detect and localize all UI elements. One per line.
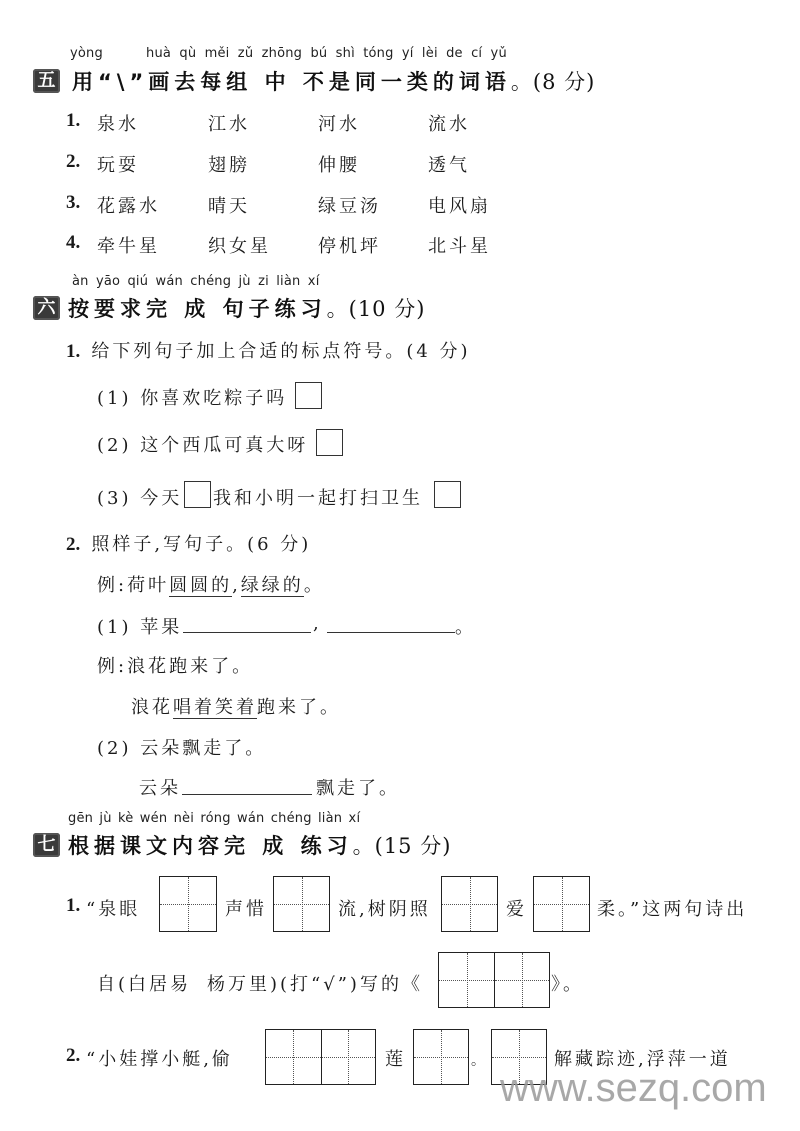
word-row-4 <box>66 232 80 254</box>
section6-title-text: 按要求完 成 句子练习 <box>68 297 327 321</box>
item-label: (1) <box>97 388 132 409</box>
punct-item-1 <box>97 384 287 410</box>
section5-number-icon: 五 <box>33 69 60 93</box>
section6-q1 <box>66 337 471 363</box>
section6-number-icon: 六 <box>33 296 60 320</box>
title-grid-box[interactable] <box>438 952 550 1008</box>
example-text: 浪花 <box>131 697 173 718</box>
word[interactable]: 绿豆汤 <box>318 196 381 217</box>
question-number: 1. <box>66 341 81 362</box>
section7-q2 <box>66 1045 80 1067</box>
title-close: 》。 <box>551 974 584 995</box>
item-text: 我和小明一起打扫卫生 <box>213 488 423 509</box>
example-1 <box>97 571 325 597</box>
watermark: www.sezq.com <box>500 1066 767 1110</box>
item-text: 今天 <box>140 488 183 509</box>
char-grid-box[interactable] <box>159 876 217 932</box>
punctuation-answer-box[interactable] <box>184 481 211 508</box>
word-row-3 <box>66 192 80 214</box>
author-choice-b[interactable]: 杨万里)(打“√”)写的《 <box>207 974 423 995</box>
word-row-1 <box>66 110 80 132</box>
answer-blank[interactable] <box>327 631 455 633</box>
fill-suffix: 飘走了。 <box>316 778 400 799</box>
section5-title-text: 用“\”画去每组 中 不是同一类的词语 <box>72 70 511 94</box>
example-underlined: 圆圆的 <box>169 575 233 596</box>
word[interactable]: 玩耍 <box>97 155 139 176</box>
word[interactable]: 停机坪 <box>318 236 381 257</box>
punctuation-answer-box[interactable] <box>434 481 461 508</box>
section6-score: 。(10 分) <box>326 297 426 321</box>
item-label: (3) <box>97 488 132 509</box>
word[interactable]: 电风扇 <box>428 196 491 217</box>
item-text: 云朵飘走了。 <box>140 738 267 759</box>
item-label: (1) <box>97 617 132 638</box>
char-grid-box[interactable] <box>533 876 590 932</box>
row-number: 1. <box>66 110 81 131</box>
poem-text: 声惜 <box>225 899 267 920</box>
word[interactable]: 泉水 <box>97 114 139 135</box>
word[interactable]: 花露水 <box>97 196 160 217</box>
fill-prefix: 云朵 <box>139 778 181 799</box>
poem-text: 莲 <box>385 1049 406 1070</box>
poem-text: “小娃撑小艇,偷 <box>86 1049 233 1070</box>
word[interactable]: 江水 <box>208 114 250 135</box>
item-text: 这个西瓜可真大呀 <box>140 435 309 456</box>
poem-text: 。 <box>471 1053 488 1069</box>
char-grid-box[interactable] <box>413 1029 469 1085</box>
item-label: (2) <box>97 738 132 759</box>
fill-item-2 <box>97 734 266 760</box>
poem-text: 解藏踪迹,浮萍一道 <box>554 1049 731 1070</box>
item-text: 你喜欢吃粽子吗 <box>140 388 288 409</box>
fill-item-1 <box>97 613 182 639</box>
example-underlined: 绿绿的 <box>240 575 304 596</box>
section7-title-text: 根据课文内容完 成 练习 <box>68 834 353 858</box>
word[interactable]: 织女星 <box>208 236 271 257</box>
section6-q2 <box>66 530 311 556</box>
poem-text: 流,树阴照 <box>338 899 431 920</box>
word[interactable]: 河水 <box>318 114 360 135</box>
row-number: 2. <box>66 151 81 172</box>
punctuation-answer-box[interactable] <box>295 382 322 409</box>
example-text: 。 <box>303 575 325 596</box>
word[interactable]: 北斗星 <box>428 236 491 257</box>
answer-blank[interactable] <box>182 793 312 795</box>
example-underlined: 唱着笑着 <box>173 697 257 718</box>
question-number: 1. <box>66 895 81 916</box>
section7-number-icon: 七 <box>33 833 60 857</box>
period: 。 <box>455 617 476 638</box>
author-choice-a[interactable]: 自(白居易 <box>97 974 192 995</box>
section7-title <box>68 830 451 860</box>
question-prompt: 照样子,写句子。(6 分) <box>91 534 312 555</box>
section5-score: 。(8 分) <box>510 70 596 94</box>
section7-q1 <box>66 895 80 917</box>
example-2-line1: 例:浪花跑来了。 <box>97 656 254 677</box>
section5-pinyin-2: huà qù měi zǔ zhōng bú shì tóng yí lèi de cí yǔ <box>146 46 507 61</box>
char-grid-box[interactable] <box>441 876 498 932</box>
word[interactable]: 伸腰 <box>318 155 360 176</box>
row-number: 4. <box>66 232 81 253</box>
section7-pinyin: gēn jù kè wén nèi róng wán chéng liàn xí <box>68 811 361 826</box>
poem-text: 柔。”这两句诗出 <box>597 899 748 920</box>
item-text: 苹果 <box>140 617 183 638</box>
example-2-line2 <box>131 693 341 719</box>
word[interactable]: 流水 <box>428 114 470 135</box>
section6-pinyin: àn yāo qiú wán chéng jù zi liàn xí <box>72 274 320 289</box>
answer-blank[interactable] <box>183 631 311 633</box>
word[interactable]: 透气 <box>428 155 470 176</box>
word-row-2 <box>66 151 80 173</box>
poem-text: “泉眼 <box>86 899 141 920</box>
word[interactable]: 牵牛星 <box>97 236 160 257</box>
question-prompt: 给下列句子加上合适的标点符号。(4 分) <box>91 341 471 362</box>
section5-pinyin-1: yòng <box>70 46 103 61</box>
example-text: , <box>232 575 241 596</box>
row-number: 3. <box>66 192 81 213</box>
punct-item-3 <box>97 484 182 510</box>
question-number: 2. <box>66 1045 81 1066</box>
char-grid-box[interactable] <box>265 1029 376 1085</box>
punctuation-answer-box[interactable] <box>316 429 343 456</box>
word[interactable]: 晴天 <box>208 196 250 217</box>
comma: , <box>313 613 322 634</box>
section7-score: 。(15 分) <box>352 834 452 858</box>
section6-title <box>68 293 425 323</box>
section5-title <box>72 66 595 96</box>
example-text: 跑来了。 <box>257 697 341 718</box>
char-grid-box[interactable] <box>273 876 330 932</box>
example-text: 例:荷叶 <box>97 575 170 596</box>
question-number: 2. <box>66 534 81 555</box>
poem-text: 爱 <box>506 899 527 920</box>
item-label: (2) <box>97 435 132 456</box>
punct-item-2 <box>97 431 308 457</box>
word[interactable]: 翅膀 <box>208 155 250 176</box>
